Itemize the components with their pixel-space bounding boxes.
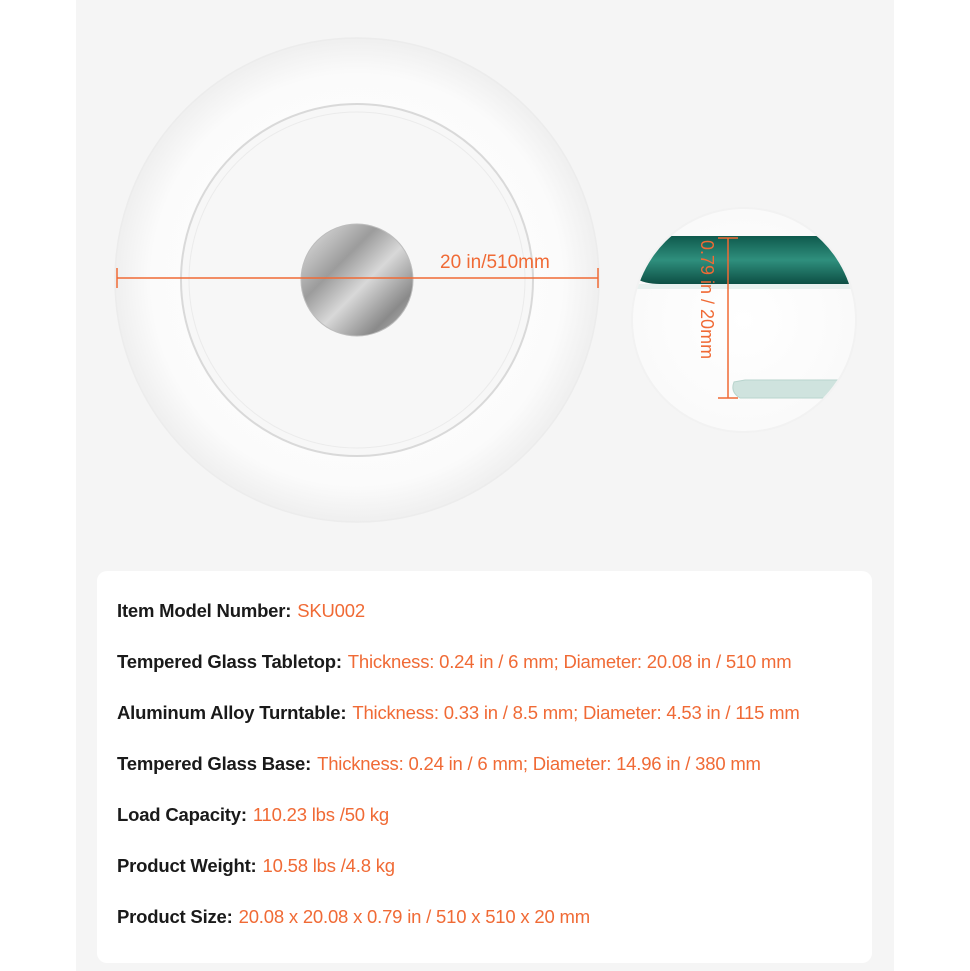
spec-row-load (117, 804, 389, 832)
specifications-card (97, 571, 872, 963)
spec-row-tabletop (117, 651, 791, 679)
spec-key: Item Model Number: (117, 600, 292, 621)
glass-edge-bottom (733, 380, 860, 398)
spec-row-base (117, 753, 761, 781)
spec-key: Product Weight: (117, 855, 257, 876)
spec-key: Load Capacity: (117, 804, 247, 825)
spec-value: 110.23 lbs /50 kg (252, 804, 389, 825)
spec-value: Thickness: 0.24 in / 6 mm; Diameter: 20.08 in / 510 mm (347, 651, 792, 672)
aluminum-hub-icon (301, 224, 413, 336)
spec-value: 10.58 lbs /4.8 kg (262, 855, 395, 876)
spec-key: Tempered Glass Tabletop: (117, 651, 342, 672)
spec-row-model (117, 600, 365, 628)
spec-value: Thickness: 0.24 in / 6 mm; Diameter: 14.96 in / 380 mm (317, 753, 761, 774)
spec-row-weight (117, 855, 395, 883)
spec-value: 20.08 x 20.08 x 0.79 in / 510 x 510 x 20 mm (238, 906, 590, 927)
spec-row-turntable (117, 702, 800, 730)
spec-key: Product Size: (117, 906, 233, 927)
spec-key: Tempered Glass Base: (117, 753, 312, 774)
spec-value: Thickness: 0.33 in / 8.5 mm; Diameter: 4.53 in / 115 mm (352, 702, 800, 723)
spec-value: SKU002 (297, 600, 365, 621)
spec-row-size (117, 906, 590, 934)
diameter-label: 20 in/510mm (440, 252, 550, 273)
thickness-label: 0.79 in / 20mm (697, 240, 717, 360)
spec-key: Aluminum Alloy Turntable: (117, 702, 347, 723)
